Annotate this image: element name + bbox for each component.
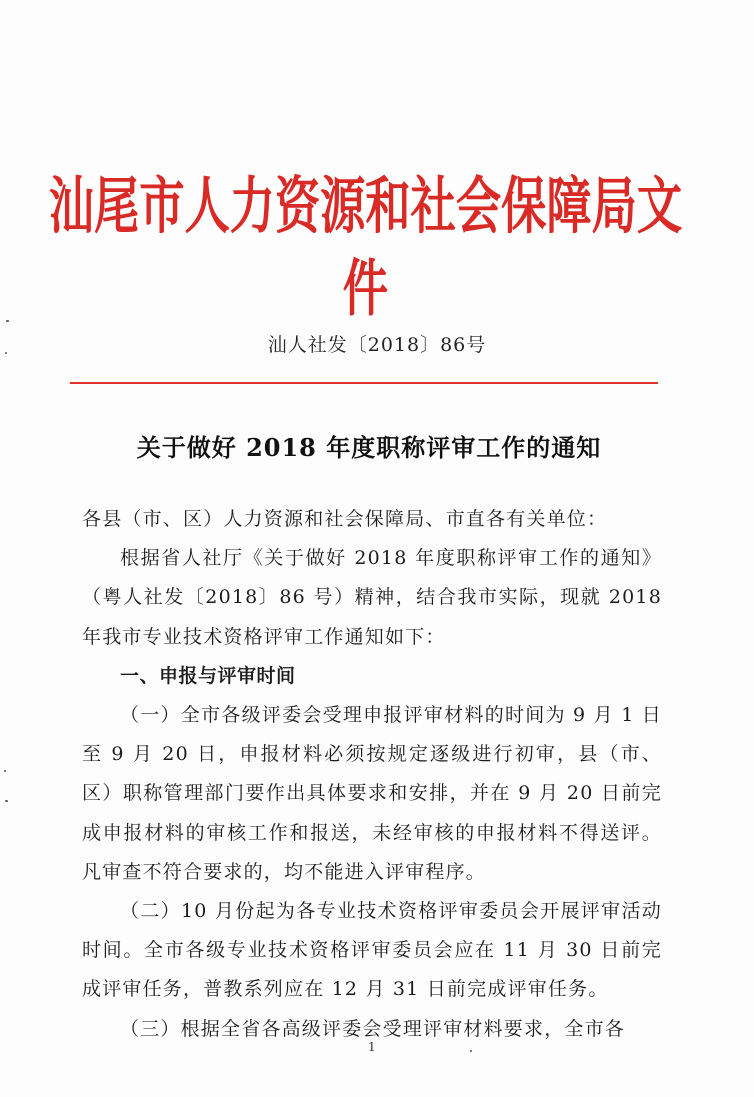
red-divider-line: [70, 382, 658, 384]
paragraph-item-2: （二）10 月份起为各专业技术资格评审委员会开展评审活动时间。全市各级专业技术资格评审委员会应在 11 月 30 日前完成评审任务，普教系列应在 12 月 31 日前完成评审任务。: [82, 900, 662, 1001]
speck: [6, 320, 9, 322]
speck: [4, 770, 6, 772]
salutation: 各县（市、区）人力资源和社会保障局、市直各有关单位：: [82, 508, 608, 530]
paragraph-item-3: （三）根据全省各高级评委会受理评审材料要求，全市各: [120, 1017, 626, 1040]
issuer-header: 汕尾市人力资源和社会保障局文件: [48, 170, 683, 325]
speck: [470, 1050, 472, 1052]
document-number: 汕人社发〔2018〕86号: [267, 334, 487, 356]
intro-paragraph: 根据省人社厅《关于做好 2018 年度职称评审工作的通知》（粤人社发〔2018〕86 号）精神，结合我市实际，现就 2018 年我市专业技术资格评审工作通知如下：: [82, 547, 662, 648]
document-body: [82, 500, 662, 1049]
speck: [5, 800, 8, 802]
page-number: 1: [368, 1040, 376, 1054]
speck: [5, 352, 7, 354]
paragraph-item-1: （一）全市各级评委会受理申报评审材料的时间为 9 月 1 日至 9 月 20 日，申报材料必须按规定逐级进行初审，县（市、区）职称管理部门要作出具体要求和安排，并在 9 月 20 日前完成申报材料的审核工作和报送，未经审核的申报材料不得送评。凡审查不符合要求的，均不能进入评审程序。: [82, 704, 662, 883]
section-heading: 一、申报与评审时间: [120, 664, 296, 687]
notice-title: 关于做好 2018 年度职称评审工作的通知: [136, 433, 602, 462]
